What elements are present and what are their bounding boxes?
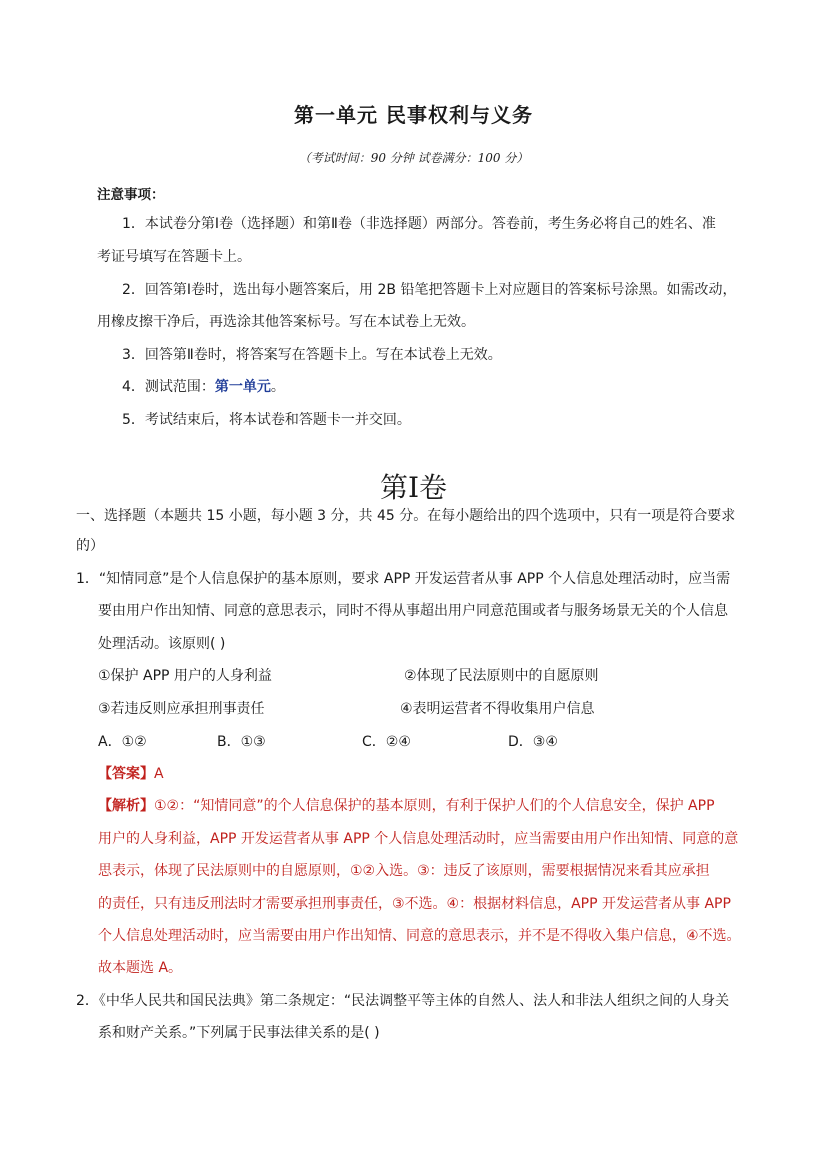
q2-stem-line-2: 系和财产关系。”下列属于民事法律关系的是( ) <box>98 1025 380 1041</box>
q1-stem-line-3: 处理活动。该原则( ) <box>98 636 226 652</box>
q1-choice-a: A．①② <box>98 734 147 750</box>
q1-option-4: ④表明运营者不得收集用户信息 <box>400 701 595 717</box>
q1-choice-b: B．①③ <box>217 734 266 750</box>
test-scope: 第一单元 <box>214 379 271 395</box>
q1-analysis-line-5: 个人信息处理活动时，应当需要由用户作出知情、同意的意思表示，并不是不得收入集户信息，④不选。 <box>98 928 741 944</box>
notice-item-1-line-1: 1．本试卷分第Ⅰ卷（选择题）和第Ⅱ卷（非选择题）两部分。答卷前，考生务必将自己的姓名、准 <box>122 216 716 232</box>
q1-option-3: ③若违反则应承担刑事责任 <box>98 701 265 717</box>
notice-item-4 <box>122 377 285 397</box>
analysis-label: 【解析】 <box>98 798 154 814</box>
notice-heading: 注意事项： <box>97 187 165 203</box>
q1-analysis-line-6: 故本题选 A。 <box>98 960 183 976</box>
part1-intro-line-2: 的） <box>76 538 104 554</box>
q1-analysis-line-2: 用户的人身利益，APP 开发运营者从事 APP 个人信息处理活动时，应当需要由用户作出知情、同意的意 <box>98 831 739 847</box>
notice-item-3: 3．回答第Ⅱ卷时，将答案写在答题卡上。写在本试卷上无效。 <box>122 347 502 363</box>
q1-choice-c: C．②④ <box>362 734 411 750</box>
answer-value: A <box>154 766 164 782</box>
q1-option-2: ②体现了民法原则中的自愿原则 <box>404 668 599 684</box>
answer-label: 【答案】 <box>98 766 154 782</box>
analysis-text-1: ①②：“知情同意”的个人信息保护的基本原则，有利于保护人们的个人信息安全，保护 APP <box>154 798 715 814</box>
exam-time-info: （考试时间：90 分钟 试卷满分：100 分） <box>298 151 529 165</box>
q1-option-1: ①保护 APP 用户的人身利益 <box>98 668 272 684</box>
q1-choice-d: D．③④ <box>508 734 558 750</box>
part1-intro-line-1: 一、选择题（本题共 15 小题，每小题 3 分，共 45 分。在每小题给出的四个选项中，只有一项是符合要求 <box>76 508 736 524</box>
notice-item-2-line-2: 用橡皮擦干净后，再选涂其他答案标号。写在本试卷上无效。 <box>97 314 475 330</box>
notice-item-5: 5．考试结束后，将本试卷和答题卡一并交回。 <box>122 412 411 428</box>
section-title: 第I卷 <box>379 471 448 504</box>
q1-analysis-line-1 <box>98 796 715 816</box>
q1-stem-line-1: 1．“知情同意”是个人信息保护的基本原则，要求 APP 开发运营者从事 APP 个人信息处理活动时，应当需 <box>76 571 731 587</box>
notice-item-1-line-2: 考证号填写在答题卡上。 <box>97 249 251 265</box>
q2-stem-line-1: 2．《中华人民共和国民法典》第二条规定：“民法调整平等主体的自然人、法人和非法人组织之间的人身关 <box>76 993 730 1009</box>
q1-analysis-line-3: 思表示，体现了民法原则中的自愿原则，①②入选。③：违反了该原则，需要根据情况来看其应承担 <box>98 863 710 879</box>
q1-analysis-line-4: 的责任，只有违反刑法时才需要承担刑事责任，③不选。④：根据材料信息，APP 开发运营者从事 APP <box>98 896 731 912</box>
q1-stem-line-2: 要由用户作出知情、同意的意思表示，同时不得从事超出用户同意范围或者与服务场景无关的个人信息 <box>98 603 728 619</box>
notice-item-4-suffix: 。 <box>270 379 285 395</box>
document-title: 第一单元 民事权利与义务 <box>294 103 533 127</box>
q1-answer <box>98 764 164 784</box>
notice-item-4-prefix: 4．测试范围： <box>122 379 215 395</box>
notice-item-2-line-1: 2．回答第Ⅰ卷时，选出每小题答案后，用 2B 铅笔把答题卡上对应题目的答案标号涂黑。如需改动， <box>122 282 737 298</box>
